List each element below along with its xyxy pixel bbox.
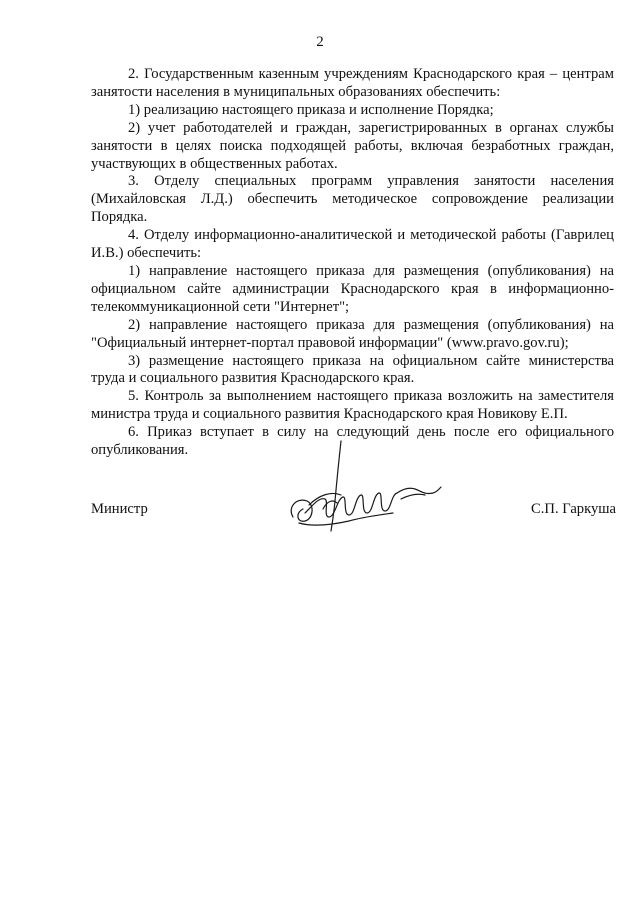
paragraph-item-2-1: 1) реализацию настоящего приказа и исполнение Порядка; [128,101,494,118]
page-number: 2 [316,34,324,50]
signatory-title: Министр [91,501,148,517]
paragraph-item-6: 6. Приказ вступает в силу на следующий день после его официального опубликования. [91,424,614,459]
paragraph-item-5: 5. Контроль за выполнением настоящего приказа возложить на заместителя министра труда и социального развития Краснодарского края Новикову Е.П. [91,388,614,423]
document-body [91,66,614,460]
paragraph-item-2-2: 2) учет работодателей и граждан, зарегистрированных в органах службы занятости в целях поиска подходящей работы, включая безработных граждан, участвующих в общественных работах. [91,119,614,172]
paragraph-item-4-1: 1) направление настоящего приказа для размещения (опубликования) на официальном сайте администрации Краснодарского края в информационно-телекоммуникационной сети "Интернет"; [91,262,614,315]
paragraph-item-4: 4. Отделу информационно-аналитической и методической работы (Гаврилец И.В.) обеспечить: [91,227,614,262]
paragraph-item-4-2: 2) направление настоящего приказа для размещения (опубликования) на "Официальный интернет-портал правовой информации" (www.pravo.gov.ru); [91,316,614,351]
paragraph-item-4-3: 3) размещение настоящего приказа на официальном сайте министерства труда и социального развития Краснодарского края. [91,352,614,387]
paragraph-item-2: 2. Государственным казенным учреждениям Краснодарского края – центрам занятости населения в муниципальных образованиях обеспечить: [91,66,614,100]
signature-block [91,483,616,543]
handwritten-signature [283,439,443,537]
paragraph-item-3: 3. Отделу специальных программ управления занятости населения (Михайловская Л.Д.) обеспечить методическое сопровождение реализации Порядка. [91,173,614,226]
signatory-name: С.П. Гаркуша [531,501,616,517]
